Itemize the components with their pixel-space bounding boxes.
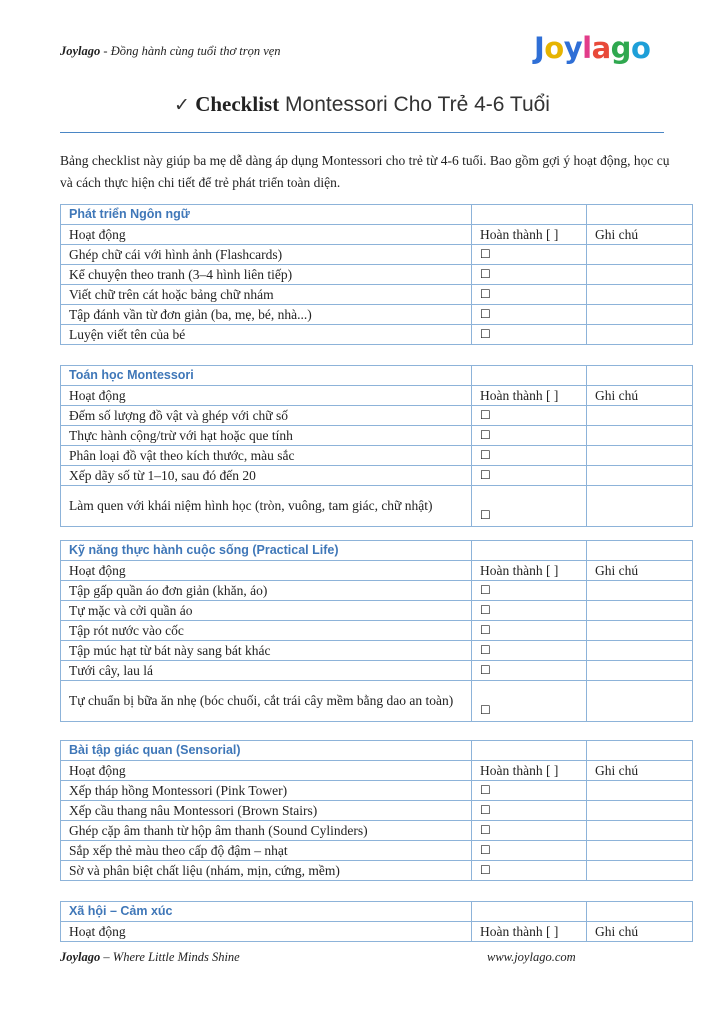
note-cell[interactable]	[587, 245, 693, 265]
table-row	[61, 406, 693, 426]
table-row	[61, 601, 693, 621]
checkbox[interactable]: ☐	[472, 581, 587, 601]
table-row	[61, 781, 693, 801]
section-table	[60, 740, 693, 881]
table-row	[61, 581, 693, 601]
note-cell[interactable]	[587, 841, 693, 861]
activity-cell: Tập rót nước vào cốc	[61, 621, 472, 641]
activity-cell: Ghép cặp âm thanh từ hộp âm thanh (Sound Cylinders)	[61, 821, 472, 841]
footer-brand-name: Joylago	[60, 950, 101, 964]
checkbox[interactable]: ☐	[472, 466, 587, 486]
table-row	[61, 285, 693, 305]
section-table	[60, 901, 693, 942]
checkbox[interactable]: ☐	[472, 245, 587, 265]
empty-cell	[587, 366, 693, 386]
activity-cell: Ghép chữ cái với hình ảnh (Flashcards)	[61, 245, 472, 265]
section-title: Toán học Montessori	[61, 366, 472, 386]
note-cell[interactable]	[587, 661, 693, 681]
checkbox[interactable]: ☐	[472, 801, 587, 821]
column-note: Ghi chú	[587, 761, 693, 781]
column-activity: Hoạt động	[61, 386, 472, 406]
activity-cell: Luyện viết tên của bé	[61, 325, 472, 345]
note-cell[interactable]	[587, 285, 693, 305]
empty-cell	[587, 741, 693, 761]
table-row	[61, 325, 693, 345]
checkmark-icon: ✓	[174, 94, 190, 116]
table-row	[61, 821, 693, 841]
column-activity: Hoạt động	[61, 922, 472, 942]
column-header-row	[61, 225, 693, 245]
empty-cell	[472, 366, 587, 386]
section-header-row	[61, 366, 693, 386]
note-cell[interactable]	[587, 781, 693, 801]
column-done: Hoàn thành [ ]	[472, 922, 587, 942]
note-cell[interactable]	[587, 801, 693, 821]
table-row	[61, 801, 693, 821]
note-cell[interactable]	[587, 621, 693, 641]
empty-cell	[472, 205, 587, 225]
empty-cell	[472, 541, 587, 561]
table-row	[61, 305, 693, 325]
section-header-row	[61, 541, 693, 561]
checkbox[interactable]: ☐	[472, 265, 587, 285]
note-cell[interactable]	[587, 325, 693, 345]
empty-cell	[587, 541, 693, 561]
activity-cell: Phân loại đồ vật theo kích thước, màu sắc	[61, 446, 472, 466]
table-row	[61, 621, 693, 641]
checkbox[interactable]: ☐	[472, 285, 587, 305]
section-table	[60, 365, 693, 527]
note-cell[interactable]	[587, 486, 693, 527]
activity-cell: Xếp cầu thang nâu Montessori (Brown Stairs)	[61, 801, 472, 821]
note-cell[interactable]	[587, 861, 693, 881]
activity-cell: Kể chuyện theo tranh (3–4 hình liên tiếp)	[61, 265, 472, 285]
page-title	[0, 92, 724, 117]
footer-url: www.joylago.com	[487, 950, 576, 964]
note-cell[interactable]	[587, 821, 693, 841]
activity-cell: Thực hành cộng/trừ với hạt hoặc que tính	[61, 426, 472, 446]
table-row	[61, 446, 693, 466]
checkbox[interactable]: ☐	[472, 661, 587, 681]
table-row	[61, 681, 693, 722]
table-row	[61, 841, 693, 861]
note-cell[interactable]	[587, 446, 693, 466]
column-done: Hoàn thành [ ]	[472, 761, 587, 781]
empty-cell	[587, 205, 693, 225]
column-done: Hoàn thành [ ]	[472, 561, 587, 581]
checkbox[interactable]: ☐	[472, 861, 587, 881]
activity-cell: Sờ và phân biệt chất liệu (nhám, mịn, cứng, mềm)	[61, 861, 472, 881]
activity-cell: Tự mặc và cởi quần áo	[61, 601, 472, 621]
checkbox[interactable]: ☐	[472, 446, 587, 466]
activity-cell: Tập đánh vần từ đơn giản (ba, mẹ, bé, nhà...)	[61, 305, 472, 325]
table-row	[61, 466, 693, 486]
column-note: Ghi chú	[587, 922, 693, 942]
column-header-row	[61, 761, 693, 781]
column-header-row	[61, 561, 693, 581]
title-rest: Montessori Cho Trẻ 4-6 Tuổi	[279, 93, 550, 116]
section-title: Kỹ năng thực hành cuộc sống (Practical Life)	[61, 541, 472, 561]
checkbox[interactable]: ☐	[472, 781, 587, 801]
title-bold: Checklist	[195, 92, 280, 116]
table-row	[61, 426, 693, 446]
checkbox[interactable]: ☐	[472, 841, 587, 861]
note-cell[interactable]	[587, 681, 693, 722]
section-header-row	[61, 902, 693, 922]
footer-slogan: – Where Little Minds Shine	[100, 950, 240, 964]
section-table	[60, 204, 693, 345]
logo-letter: y	[563, 31, 583, 65]
column-done: Hoàn thành [ ]	[472, 225, 587, 245]
checkbox[interactable]: ☐	[472, 821, 587, 841]
section-title: Xã hội – Cảm xúc	[61, 902, 472, 922]
section-header-row	[61, 741, 693, 761]
checkbox[interactable]: ☐	[472, 305, 587, 325]
table-row	[61, 641, 693, 661]
column-note: Ghi chú	[587, 225, 693, 245]
table-row	[61, 486, 693, 527]
activity-cell: Đếm số lượng đồ vật và ghép với chữ số	[61, 406, 472, 426]
column-activity: Hoạt động	[61, 761, 472, 781]
activity-cell: Tập múc hạt từ bát này sang bát khác	[61, 641, 472, 661]
column-activity: Hoạt động	[61, 561, 472, 581]
logo-letter: g	[610, 31, 631, 65]
column-header-row	[61, 922, 693, 942]
checkbox[interactable]: ☐	[472, 406, 587, 426]
note-cell[interactable]	[587, 265, 693, 285]
header-brand: Joylago	[60, 44, 101, 58]
column-note: Ghi chú	[587, 561, 693, 581]
column-done: Hoàn thành [ ]	[472, 386, 587, 406]
note-cell[interactable]	[587, 641, 693, 661]
checkbox[interactable]: ☐	[472, 325, 587, 345]
activity-cell: Xếp tháp hồng Montessori (Pink Tower)	[61, 781, 472, 801]
checkbox[interactable]: ☐	[472, 621, 587, 641]
section-title: Bài tập giác quan (Sensorial)	[61, 741, 472, 761]
intro-paragraph: Bảng checklist này giúp ba mẹ dễ dàng áp dụng Montessori cho trẻ từ 4-6 tuổi. Bao gồm gợi ý hoạt động, học cụ và cách thực hiện chi tiết để trẻ phát triển toàn diện.	[60, 153, 670, 190]
empty-cell	[472, 741, 587, 761]
column-note: Ghi chú	[587, 386, 693, 406]
checkbox[interactable]: ☐	[472, 601, 587, 621]
checkbox[interactable]: ☐	[472, 681, 587, 722]
activity-cell: Làm quen với khái niệm hình học (tròn, vuông, tam giác, chữ nhật)	[61, 486, 472, 527]
footer-brand	[60, 950, 240, 965]
note-cell[interactable]	[587, 305, 693, 325]
checkbox[interactable]: ☐	[472, 641, 587, 661]
note-cell[interactable]	[587, 426, 693, 446]
activity-cell: Tự chuẩn bị bữa ăn nhẹ (bóc chuối, cắt trái cây mềm bằng dao an toàn)	[61, 681, 472, 722]
table-row	[61, 245, 693, 265]
note-cell[interactable]	[587, 466, 693, 486]
activity-cell: Tập gấp quần áo đơn giản (khăn, áo)	[61, 581, 472, 601]
note-cell[interactable]	[587, 581, 693, 601]
activity-cell: Viết chữ trên cát hoặc bảng chữ nhám	[61, 285, 472, 305]
logo-letter: J	[534, 31, 545, 65]
header-tagline	[60, 44, 281, 59]
logo-letter: o	[544, 31, 564, 65]
empty-cell	[472, 902, 587, 922]
logo-letter: l	[582, 31, 592, 65]
table-row	[61, 661, 693, 681]
logo-letter: o	[630, 31, 651, 65]
table-row	[61, 265, 693, 285]
activity-cell: Sắp xếp thẻ màu theo cấp độ đậm – nhạt	[61, 841, 472, 861]
column-activity: Hoạt động	[61, 225, 472, 245]
header-tagline-text: - Đồng hành cùng tuổi thơ trọn vẹn	[100, 44, 281, 58]
joylago-logo	[534, 30, 650, 66]
checkbox[interactable]: ☐	[472, 426, 587, 446]
section-header-row	[61, 205, 693, 225]
column-header-row	[61, 386, 693, 406]
section-title: Phát triển Ngôn ngữ	[61, 205, 472, 225]
activity-cell: Xếp dãy số từ 1–10, sau đó đến 20	[61, 466, 472, 486]
note-cell[interactable]	[587, 601, 693, 621]
activity-cell: Tưới cây, lau lá	[61, 661, 472, 681]
empty-cell	[587, 902, 693, 922]
title-divider	[60, 132, 664, 133]
table-row	[61, 861, 693, 881]
logo-letter: a	[591, 31, 611, 65]
checkbox[interactable]: ☐	[472, 486, 587, 527]
section-table	[60, 540, 693, 722]
note-cell[interactable]	[587, 406, 693, 426]
